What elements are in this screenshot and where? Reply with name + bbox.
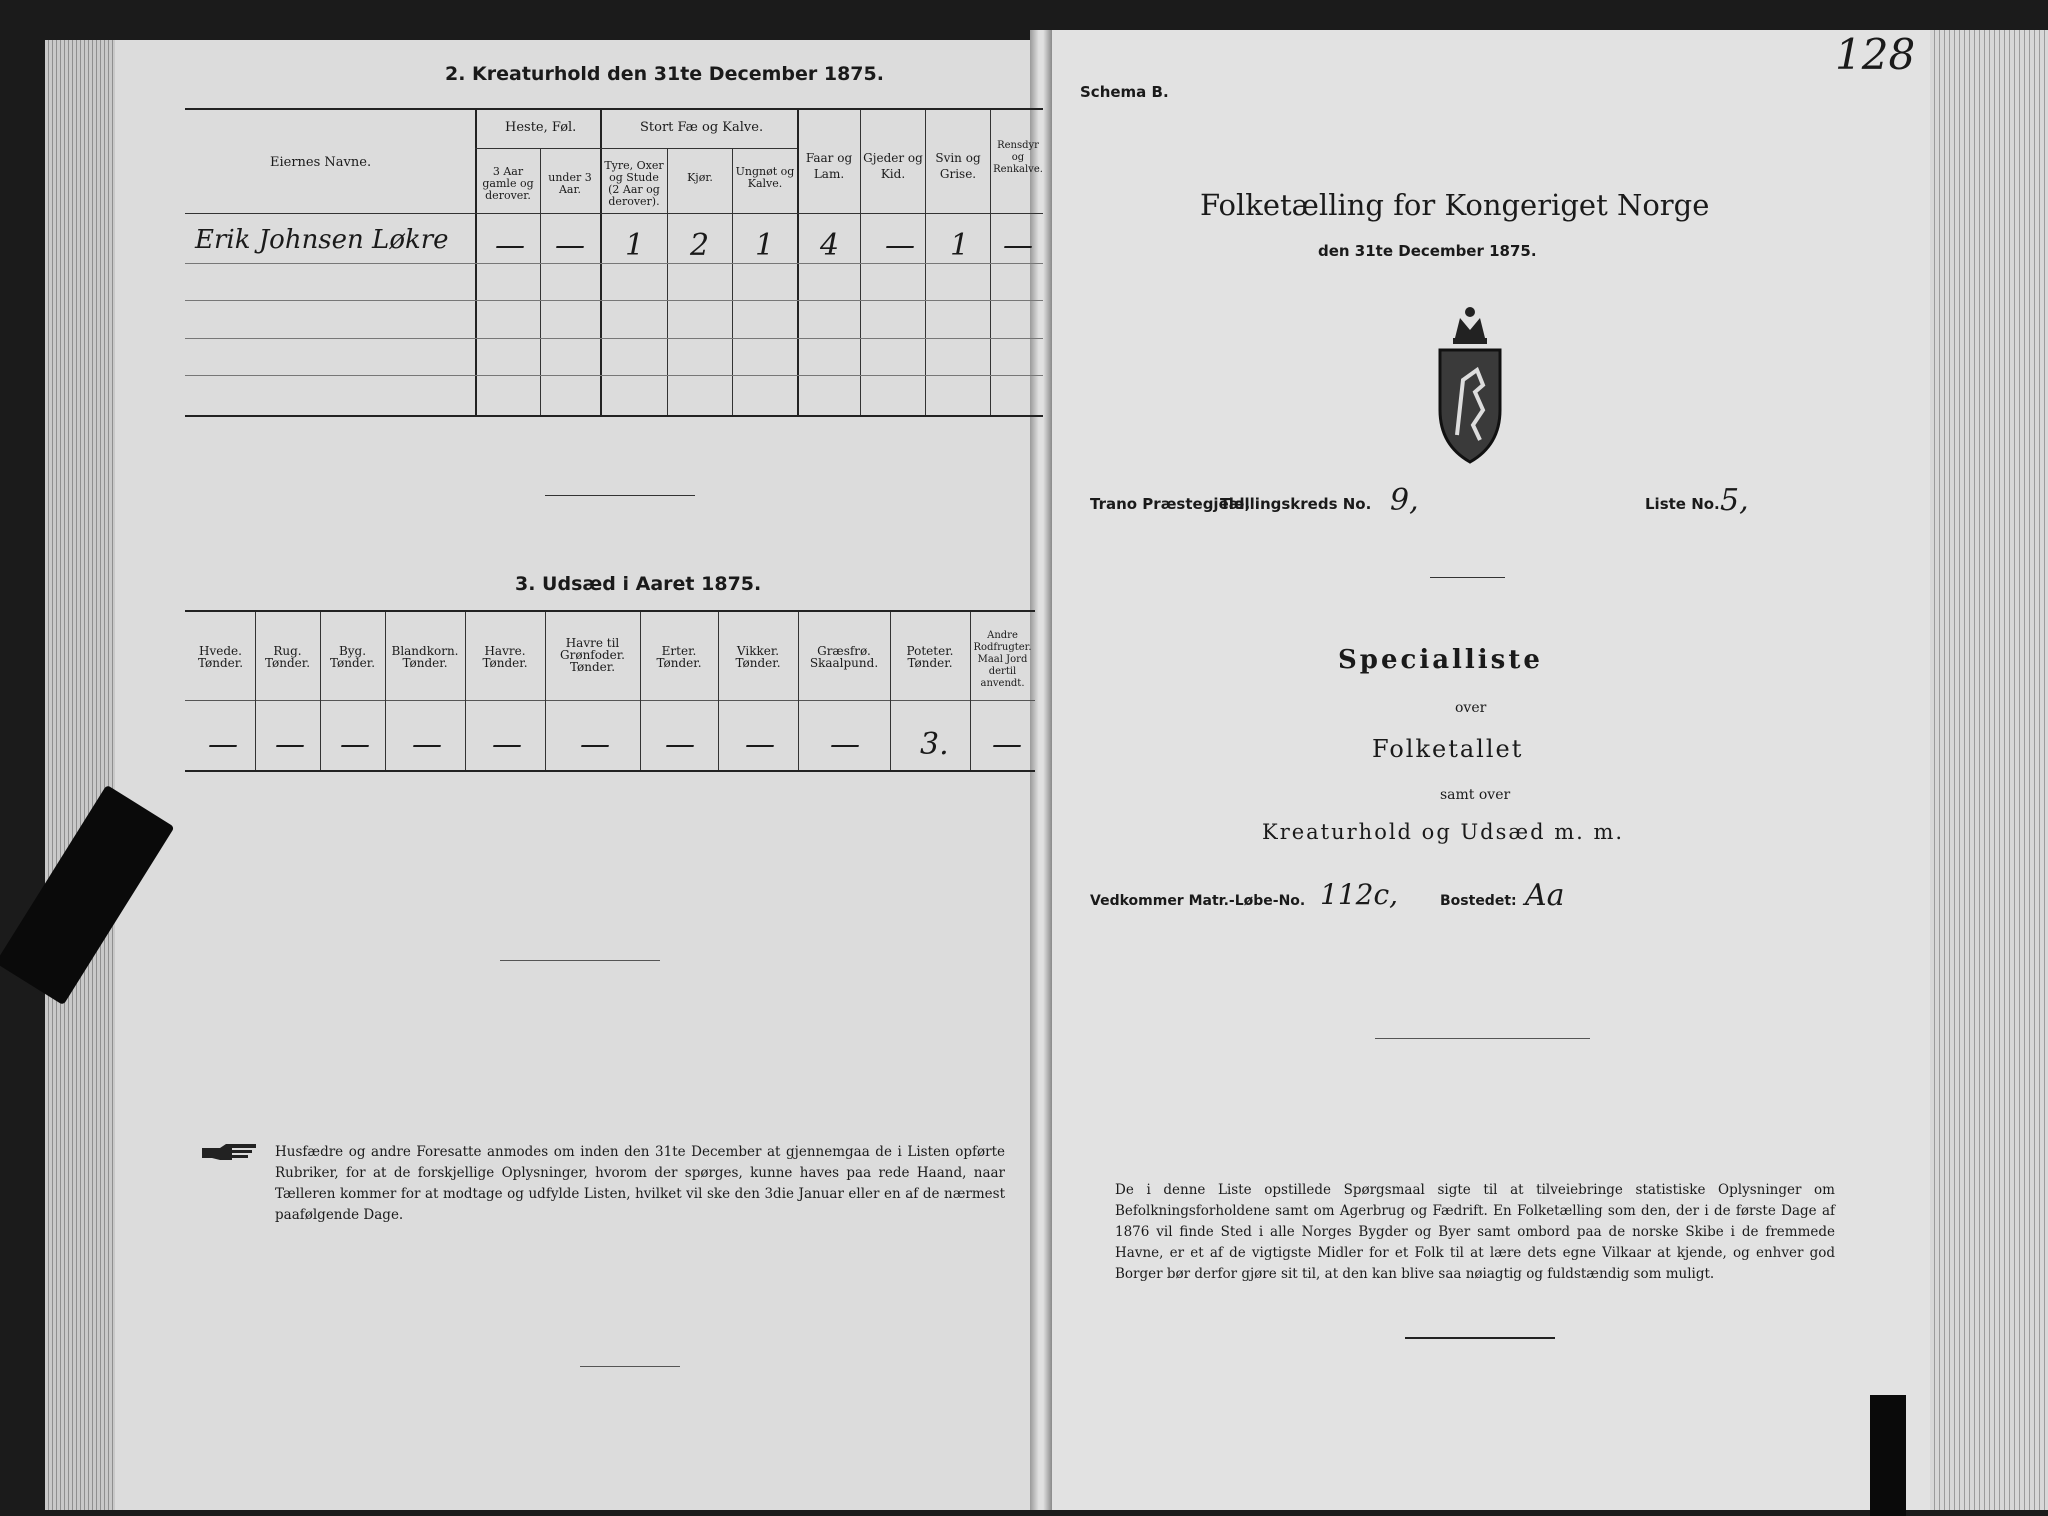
seed-value-vikker: —	[745, 727, 775, 762]
seed-col-havre: Havre. Tønder.	[482, 644, 528, 670]
seed-col-hvede: Hvede. Tønder.	[197, 644, 244, 670]
storfae-col-2: Kjør.	[687, 171, 713, 184]
seed-col-rug: Rug. Tønder.	[264, 644, 311, 670]
storfae-col-3: Ungnøt og Kalve.	[735, 165, 795, 190]
seed-col-andre: Andre Rodfrugter. Maal Jord dertil anvendt.	[973, 630, 1032, 689]
schema-label: Schema B.	[1080, 83, 1169, 101]
seed-col-vikker: Vikker. Tønder.	[735, 644, 781, 670]
right-page-edges	[1930, 30, 2048, 1510]
seed-value-poteter: 3.	[920, 727, 949, 762]
value-tyre: 1	[625, 228, 645, 263]
heste-header: Heste, Føl.	[505, 120, 577, 135]
value-rensdyr: —	[1003, 228, 1033, 263]
over-label: over	[1455, 700, 1487, 716]
value-heste-young: —	[555, 228, 585, 263]
owner-name: Erik Johnsen Løkre	[195, 225, 449, 255]
rensdyr-header: Rensdyr og Renkalve.	[993, 140, 1043, 175]
matr-label: Vedkommer Matr.-Løbe-No.	[1090, 893, 1306, 909]
divider	[1430, 577, 1505, 578]
seed-col-poteter: Poteter. Tønder.	[906, 644, 954, 670]
seed-col-havre-gronfoder: Havre til Grønfoder. Tønder.	[560, 636, 625, 674]
seed-col-graesfro: Græsfrø. Skaalpund.	[809, 644, 879, 670]
bosted-label: Bostedet:	[1440, 893, 1517, 909]
norway-coat-of-arms-icon	[1425, 300, 1515, 470]
kreaturhold-heading: Kreaturhold og Udsæd m. m.	[1262, 820, 1625, 844]
section-2-title: 2. Kreaturhold den 31te December 1875.	[445, 63, 884, 85]
value-ungnot: 1	[755, 228, 775, 263]
liste-label: Liste No.	[1645, 495, 1720, 513]
parish-label: Trano Præstegjeld,	[1090, 495, 1251, 513]
divider	[1405, 1337, 1555, 1339]
value-kjor: 2	[690, 228, 710, 263]
document-title: Folketælling for Kongeriget Norge	[1200, 188, 1710, 222]
faar-header: Faar og Lam.	[805, 151, 853, 181]
seed-col-blandkorn: Blandkorn. Tønder.	[391, 644, 459, 670]
divider	[545, 495, 695, 496]
samt-over-label: samt over	[1440, 787, 1511, 803]
seed-col-byg: Byg. Tønder.	[329, 644, 376, 670]
heste-col-1: 3 Aar gamle og derover.	[482, 165, 534, 202]
footer-paragraph: De i denne Liste opstillede Spørgsmaal sigte til at tilveiebringe statistiske Oplysninger om Befolkningsforholdene samt om Agerbrug og Fædrift. En Folketælling som den, der i de første Dage af 1876 vil finde Sted i alle Norges Bygder og Byer samt ombord paa de norske Skibe i de fremmede Havne, er et af de vigtigste Midler for et Folk til at lære dets egne Vilkaar at kjende, og enhver god Borger bør derfor gjøre sit til, at den kan blive saa nøiagtig og fuldstændig som muligt.	[1115, 1182, 1835, 1282]
storfae-col-1: Tyre, Oxer og Stude (2 Aar og derover).	[604, 159, 664, 208]
divider	[500, 960, 660, 961]
folketallet-heading: Folketallet	[1372, 735, 1524, 763]
specialliste-heading: Specialliste	[1338, 645, 1543, 675]
svin-header: Svin og Grise.	[935, 151, 981, 181]
value-heste-adult: —	[495, 228, 525, 263]
section-3-title: 3. Udsæd i Aaret 1875.	[515, 573, 762, 595]
seed-value-graesfro: —	[830, 727, 860, 762]
bosted-value: Aa	[1525, 878, 1565, 913]
seed-value-havre: —	[492, 727, 522, 762]
left-page-edges	[45, 40, 115, 1510]
notice-paragraph: Husfædre og andre Foresatte anmodes om inden den 31te December at gjennemgaa de i Listen opførte Rubriker, for at de forskjellige Oplysninger, hvorom der spørges, kunne haves paa rede Haand, naar Tælleren kommer for at modtage og udfylde Listen, hvilket vil ske den 3die Januar eller en af de nærmest paafølgende Dage.	[275, 1144, 1005, 1223]
seed-value-erter: —	[665, 727, 695, 762]
seed-value-havre-gronfoder: —	[580, 727, 610, 762]
seed-value-byg: —	[340, 727, 370, 762]
seed-col-erter: Erter. Tønder.	[656, 644, 702, 670]
value-gjeder: —	[885, 228, 915, 263]
clip-shadow	[1870, 1395, 1906, 1516]
kreds-label: Tællingskreds No.	[1220, 495, 1372, 513]
storfae-header: Stort Fæ og Kalve.	[640, 120, 764, 135]
page-number: 128	[1835, 30, 1916, 79]
value-faar: 4	[820, 228, 840, 263]
seed-value-rug: —	[275, 727, 305, 762]
owner-column-header: Eiernes Navne.	[270, 155, 372, 170]
seed-value-blandkorn: —	[412, 727, 442, 762]
kreds-number: 9,	[1390, 483, 1419, 518]
seed-value-hvede: —	[208, 727, 238, 762]
pointing-hand-icon	[200, 1142, 260, 1162]
value-svin: 1	[950, 228, 970, 263]
seed-value-andre: —	[992, 727, 1022, 762]
liste-number: 5,	[1720, 483, 1749, 518]
matr-number: 112c,	[1320, 878, 1399, 911]
heste-col-2: under 3 Aar.	[548, 171, 592, 196]
divider	[1375, 1038, 1590, 1039]
divider	[580, 1366, 680, 1367]
gjeder-header: Gjeder og Kid.	[863, 151, 923, 181]
document-date: den 31te December 1875.	[1318, 242, 1537, 260]
